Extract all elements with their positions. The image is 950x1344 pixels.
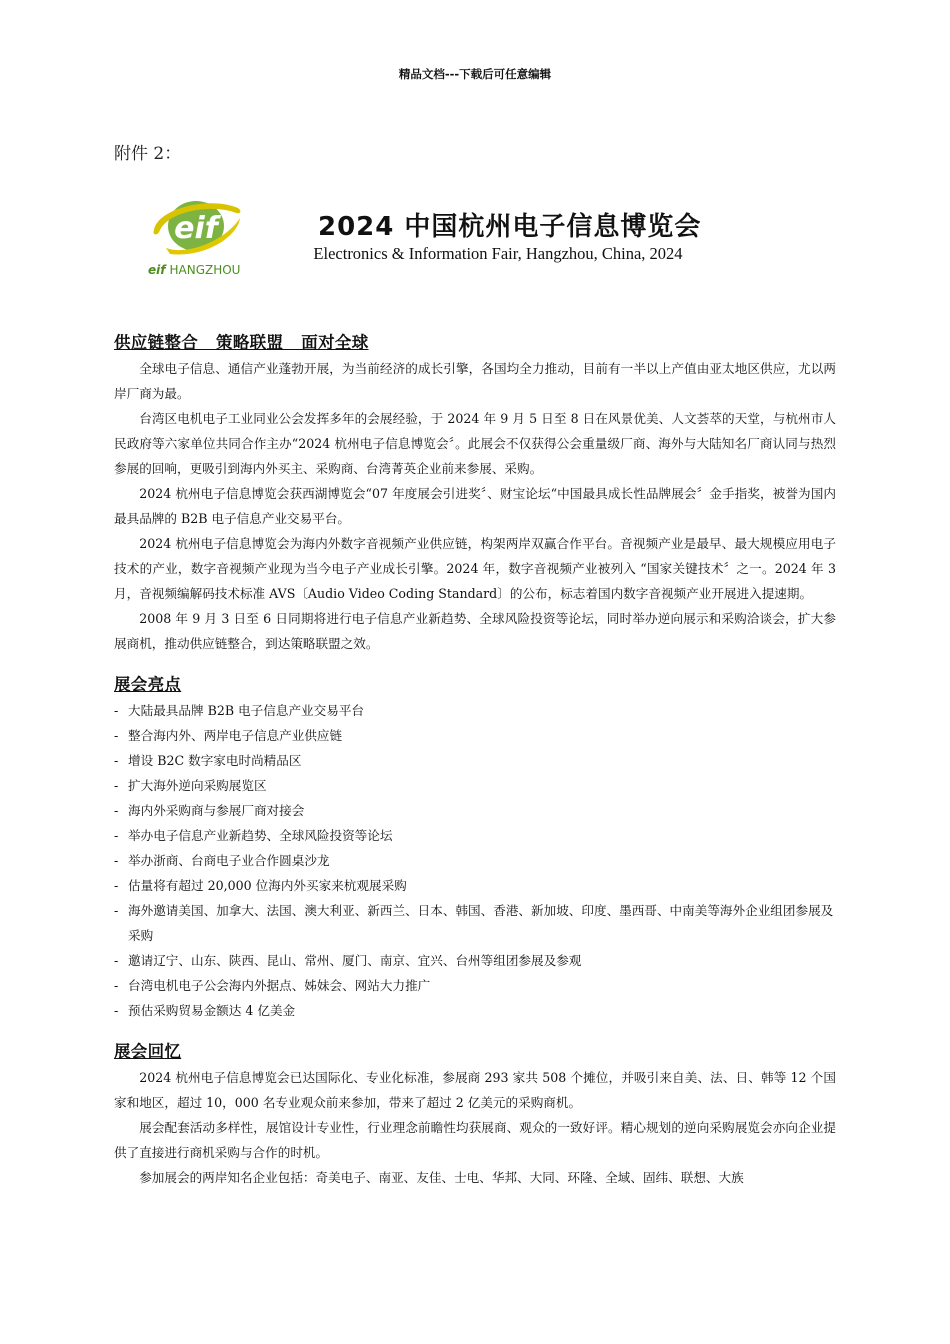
- section-heading-supply-chain: 供应链整合 策略联盟 面对全球: [114, 333, 369, 352]
- list-item-text: 估量将有超过 20,000 位海内外买家来杭观展采购: [128, 878, 407, 893]
- list-item-text: 海外邀请美国、加拿大、法国、澳大利亚、新西兰、日本、韩国、香港、新加坡、印度、墨西哥、中南美等海外企业组团参展及采购: [128, 903, 834, 943]
- paragraph: 展会配套活动多样性，展馆设计专业性，行业理念前瞻性均获展商、观众的一致好评。精心规划的逆向采购展览会亦向企业提供了直接进行商机采购与合作的时机。: [114, 1120, 836, 1160]
- list-item-text: 台湾电机电子公会海内外据点、姊妹会、网站大力推广: [128, 978, 431, 993]
- list-item: [114, 948, 836, 973]
- list-item-text: 增设 B2C 数字家电时尚精品区: [128, 753, 302, 768]
- paragraph: 2008 年 9 月 3 日至 6 日同期将进行电子信息产业新趋势、全球风险投资等论坛，同时举办逆向展示和采购洽谈会，扩大参展商机，推动供应链整合，到达策略联盟之效。: [114, 611, 836, 651]
- section-spacer: [114, 1023, 836, 1039]
- paragraph: 2024 杭州电子信息博览会已达国际化、专业化标准，参展商 293 家共 508 个摊位，并吸引来自美、法、日、韩等 12 个国家和地区，超过 10，000 名专业观众前来参加，带来了超过 2 亿美元的采购商机。: [114, 1070, 836, 1110]
- bullet-dash: -: [114, 803, 119, 818]
- page-subtitle: Electronics & Information Fair, Hangzhou, China, 2024: [313, 244, 683, 263]
- bullet-dash: -: [114, 778, 119, 793]
- section-heading-review: 展会回忆: [114, 1042, 182, 1061]
- bullet-dash: -: [114, 853, 119, 868]
- list-item-text: 举办电子信息产业新趋势、全球风险投资等论坛: [128, 828, 393, 843]
- list-item: [114, 898, 836, 948]
- list-item-text: 举办浙商、台商电子业合作圆桌沙龙: [128, 853, 330, 868]
- list-item-text: 海内外采购商与参展厂商对接会: [128, 803, 305, 818]
- bullet-dash: -: [114, 703, 119, 718]
- bullet-dash: -: [114, 878, 119, 893]
- bullet-dash: -: [114, 828, 119, 843]
- list-item: [114, 748, 836, 773]
- paragraph: 全球电子信息、通信产业蓬勃开展，为当前经济的成长引擎，各国均全力推动，目前有一半以上产值由亚太地区供应，尤以两岸厂商为最。: [114, 361, 836, 401]
- logo-mark-text: eif: [174, 211, 218, 246]
- watermark-header: 精品文档---下载后可任意编辑: [398, 67, 552, 81]
- eif-hangzhou-logo: [148, 196, 248, 280]
- list-item: [114, 973, 836, 998]
- list-item: [114, 998, 836, 1023]
- list-item: [114, 873, 836, 898]
- logo-caption-brand: eif: [148, 263, 166, 277]
- list-item-text: 邀请辽宁、山东、陕西、昆山、常州、厦门、南京、宜兴、台州等组团参展及参观: [128, 953, 582, 968]
- document-body: [114, 330, 836, 1190]
- list-item: [114, 773, 836, 798]
- list-item: [114, 798, 836, 823]
- bullet-dash: -: [114, 903, 119, 918]
- list-item: [114, 823, 836, 848]
- paragraph: 2024 杭州电子信息博览会获西湖博览会“07 年度展会引进奖〞、财宝论坛“中国最具成长性品牌展会〞金手指奖，被誉为国内最具品牌的 B2B 电子信息产业交易平台。: [114, 486, 836, 526]
- logo-caption: [148, 263, 240, 277]
- section-heading-highlights: 展会亮点: [114, 675, 182, 694]
- section-spacer: [114, 656, 836, 672]
- bullet-dash: -: [114, 1003, 119, 1018]
- bullet-dash: -: [114, 953, 119, 968]
- list-item-text: 整合海内外、两岸电子信息产业供应链: [128, 728, 343, 743]
- list-item: [114, 723, 836, 748]
- eif-logo-icon: [148, 196, 248, 280]
- list-item-text: 预估采购贸易金额达 4 亿美金: [128, 1003, 296, 1018]
- bullet-dash: -: [114, 728, 119, 743]
- bullet-dash: -: [114, 753, 119, 768]
- attachment-label: 附件 2：: [114, 144, 182, 164]
- paragraph: 2024 杭州电子信息博览会为海内外数字音视频产业供应链，构架两岸双赢合作平台。音视频产业是最早、最大规模应用电子技术的产业，数字音视频产业现为当今电子产业成长引擎。2024 年，数字音视频产业被列入 “国家关键技术〞之一。2024 年 3 月，音视频编解码技术标准 AVS〔Audio Video Coding Standard〕的公布，标志着国内数字音视频产业开展进入提速期。: [114, 536, 836, 601]
- page-title: 2024 中国杭州电子信息博览会: [318, 212, 702, 242]
- list-item-text: 扩大海外逆向采购展览区: [128, 778, 267, 793]
- highlights-list: [114, 698, 836, 1023]
- paragraph: 台湾区电机电子工业同业公会发挥多年的会展经验，于 2024 年 9 月 5 日至 8 日在风景优美、人文荟萃的天堂，与杭州市人民政府等六家单位共同合作主办“2024 杭州电子信息博览会〞。此展会不仅获得公会重量级厂商、海外与大陆知名厂商认同与热烈参展的回响，更吸引到海内外买主、采购商、台湾菁英企业前来参展、采购。: [114, 411, 836, 476]
- list-item: [114, 848, 836, 873]
- paragraph: 参加展会的两岸知名企业包括：奇美电子、南亚、友佳、士电、华邦、大同、环隆、全域、固纬、联想、大族: [139, 1170, 744, 1185]
- logo-caption-city: HANGZHOU: [169, 263, 241, 277]
- bullet-dash: -: [114, 978, 119, 993]
- list-item-text: 大陆最具品牌 B2B 电子信息产业交易平台: [128, 703, 365, 718]
- list-item: [114, 698, 836, 723]
